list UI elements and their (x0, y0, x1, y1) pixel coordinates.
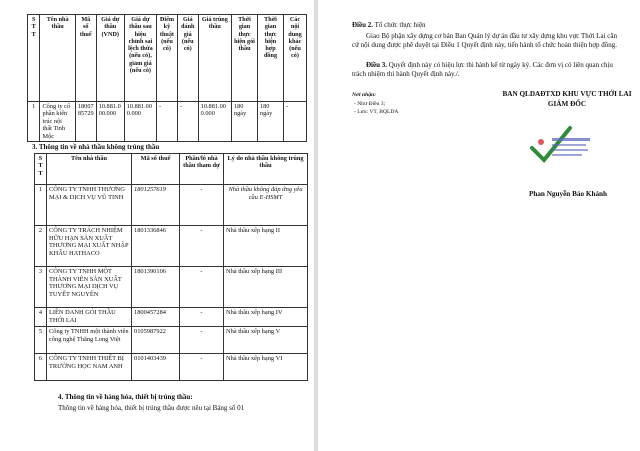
t2-cell-lot: - (180, 327, 224, 354)
t2-cell-name: CÔNG TY TNHH THIẾT BỊ TRƯỜNG HỌC NAM ANH (47, 354, 132, 381)
t1-cell-tax: 1800785729 (75, 102, 96, 142)
t2-cell-stt: 6 (35, 354, 47, 381)
t2-cell-name: CÔNG TY TNHH MỘT THÀNH VIÊN SẢN XUẤT THƯƠNG MẠI DỊCH VỤ TUYẾT NGUYÊN (47, 267, 132, 308)
t2-cell-tax: 1801390106 (132, 267, 180, 308)
t2-cell-stt: 5 (35, 327, 47, 354)
t2-cell-lot: - (180, 267, 224, 308)
t2-cell-lot: - (180, 308, 224, 327)
right-page (318, 0, 640, 451)
section-3-title: 3. Thông tin về nhà thầu không trúng thầu (32, 143, 160, 151)
t1-cell-winning-price: 10.881.000.000 (198, 102, 231, 142)
t2-cell-lot: - (180, 354, 224, 381)
t2-header-stt: S T T (35, 154, 47, 185)
digital-signature-stamp-icon (530, 124, 592, 168)
t1-cell-adjusted-price: 10.881.000.000 (124, 102, 156, 142)
t1-cell-evaluated-price: - (177, 102, 198, 142)
signer-position: GIÁM ĐỐC (547, 100, 587, 108)
left-page (0, 0, 314, 451)
table-row (35, 354, 308, 381)
article-3-paragraph (352, 61, 624, 79)
t1-header-name: Tên nhà thầu (40, 15, 75, 102)
t2-cell-stt: 2 (35, 226, 47, 267)
t2-cell-name: CÔNG TY TRÁCH NHIỆM HỮU HẠN SẢN XUẤT THƯƠNG MẠI XUẤT NHẬP KHẨU HATHACO (47, 226, 132, 267)
t2-cell-tax: 0105987922 (132, 327, 180, 354)
signer-name: Phan Nguyễn Bảo Khánh (528, 190, 608, 198)
t1-cell-name: Công ty cổ phần kiến trúc nội thất Tinh Mộc (40, 102, 75, 142)
t2-cell-name: CÔNG TY TNHH THƯƠNG MẠI & DỊCH VỤ VŨ TINH (47, 185, 132, 226)
t1-cell-technical-score: - (157, 102, 178, 142)
t2-header-reason: Lý do nhà thầu không trúng thầu (224, 154, 308, 185)
t2-cell-tax: 1800457284 (132, 308, 180, 327)
section-4-text: Thông tin về hàng hóa, thiết bị trúng thầu được nêu tại Bảng số 01 (58, 404, 245, 412)
t2-cell-tax: 0101403439 (132, 354, 180, 381)
table2-header-row (35, 154, 308, 185)
t2-header-name: Tên nhà thầu (47, 154, 132, 185)
table-row (35, 327, 308, 354)
t1-header-adjusted-price: Giá dự thầu sau hiệu chỉnh sai lệch thừa (nếu có), giảm giá (nếu có) (124, 15, 156, 102)
article-3-text: Quyết định này có hiệu lực thi hành kể từ ngày ký. Các đơn vị có liên quan chịu trách nhiệm thi hành Quyết định này./. (352, 61, 613, 79)
agency-name: BAN QLDAĐTXD KHU VỰC THỚI LAI (502, 90, 632, 98)
t1-cell-other: - (284, 102, 307, 142)
t2-cell-reason: Nhà thầu xếp hạng III (224, 267, 308, 308)
table-row (35, 308, 308, 327)
t2-cell-name: Công ty TNHH một thành viên công nghệ Thăng Long Việt (47, 327, 132, 354)
t1-header-winning-price: Giá trúng thầu (198, 15, 231, 102)
article-2-label: Điều 2. (352, 21, 373, 29)
t1-cell-bid-price: 10.881.000.000 (96, 102, 124, 142)
t1-cell-stt: 1 (28, 102, 40, 142)
t2-cell-lot: - (180, 226, 224, 267)
t1-header-contract-duration: Thời gian thực hiện hợp đồng (258, 15, 284, 102)
t1-cell-package-duration: 180 ngày (231, 102, 257, 142)
t1-header-tax: Mã số thuế (75, 15, 96, 102)
t1-cell-contract-duration: 180 ngày (258, 102, 284, 142)
article-3-label: Điều 3. (366, 61, 387, 69)
t2-cell-tax: 1801336846 (132, 226, 180, 267)
article-2-title: Tổ chức thực hiện (374, 21, 426, 29)
t2-cell-reason: Nhà thầu xếp hạng VI (224, 354, 308, 381)
t2-cell-name: LIÊN DANH GÓI THẦU THỚI LAI (47, 308, 132, 327)
table-row (35, 226, 308, 267)
t2-cell-reason: Nhà thầu xếp hạng IV (224, 308, 308, 327)
t2-header-lot: Phần/lô nhà thầu tham dự (180, 154, 224, 185)
t1-header-bid-price: Giá dự thầu (VND) (96, 15, 124, 102)
recipient-item: - Lưu: VT, BQLDA (354, 109, 399, 115)
article-2-text: Giao Bộ phận xây dựng cơ bản Ban Quản lý dự án đầu tư xây dựng khu vực Thới Lai căn cứ nội dung được phê duyệt tại Điều 1 Quyết định này, tiến hành tổ chức hoàn thiện hợp đồng. (352, 32, 618, 50)
signature-block (492, 89, 640, 109)
recipient-item: - Như Điều 3; (354, 101, 386, 107)
t2-cell-stt: 3 (35, 267, 47, 308)
t2-cell-reason: Nhà thầu xếp hạng V (224, 327, 308, 354)
section-4-title: 4. Thông tin về hàng hóa, thiết bị trúng thầu: (58, 393, 193, 401)
winning-bidder-table (27, 14, 307, 142)
t2-cell-tax: 1801257619 (132, 185, 180, 226)
table-row (35, 185, 308, 226)
table-row (35, 267, 308, 308)
t2-cell-stt: 4 (35, 308, 47, 327)
losing-bidders-table (34, 153, 308, 381)
t2-cell-reason: Nhà thầu xếp hạng II (224, 226, 308, 267)
article-2-heading (352, 21, 622, 30)
t1-header-other: Các nội dung khác (nếu có) (284, 15, 307, 102)
t1-header-package-duration: Thời gian thực hiện gói thầu (231, 15, 257, 102)
t1-header-evaluated-price: Giá đánh giá (nếu có) (177, 15, 198, 102)
table-row (28, 102, 307, 142)
t2-cell-stt: 1 (35, 185, 47, 226)
t2-cell-reason: Nhà thầu không đáp ứng yêu cầu E-HSMT (224, 185, 308, 226)
table1-header-row (28, 15, 307, 102)
t1-header-technical-score: Điểm kỹ thuật (nếu có) (157, 15, 178, 102)
t1-header-stt: S T T (28, 15, 40, 102)
recipients-label: Nơi nhận: (352, 92, 376, 98)
t2-header-tax: Mã số thuế (132, 154, 180, 185)
t2-cell-lot: - (180, 185, 224, 226)
